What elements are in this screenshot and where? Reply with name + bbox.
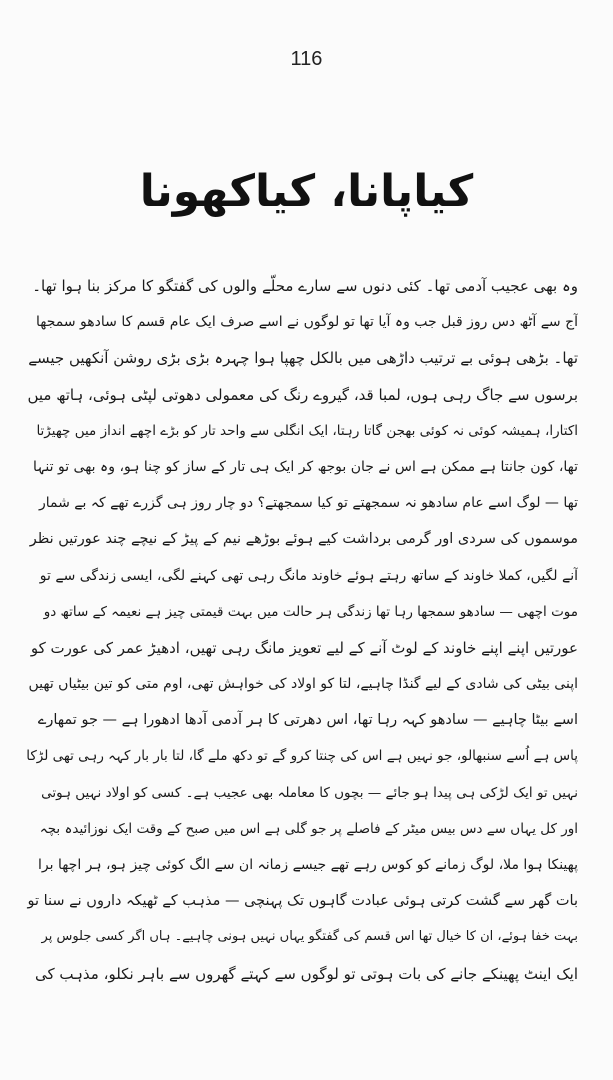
text-line: برسوں سے جاگ رہی ہوں، لمبا قد، گیروے رنگ کی معمولی دھوتی لپٹی ہوئی، ہاتھ میں (27, 385, 578, 404)
page-number: 116 (290, 48, 323, 70)
text-line: اسے بیٹا چاہیے — سادھو کہہ رہا تھا، اس دھرتی کا ہر آدمی آدھا ادھورا ہے — جو تمھارے (37, 712, 578, 729)
chapter-title: کیاپانا، کیاکھونا (139, 166, 474, 217)
text-line: تھا — لوگ اسے عام سادھو نہ سمجھتے تو کیا سمجھتے؟ دو چار روز ہی گزرے تھے کہ بے شمار (38, 495, 578, 512)
text-line: ایک اینٹ پھینکے جانے کی بات ہوتی تو لوگوں سے کہتے گھروں سے باہر نکلو، مذہب کی (35, 964, 578, 983)
text-line: پاس ہے اُسے سنبھالو، جو نہیں ہے اس کی چنتا کرو گے تو دکھ ملے گا، لتا بار بار کہہ رہی تھی لڑکا (26, 748, 578, 765)
text-line: موت اچھی — سادھو سمجھا رہا تھا زندگی ہر حالت میں بہت قیمتی چیز ہے نعیمہ کے ساتھ دو (43, 603, 578, 620)
text-line: عورتیں اپنے اپنے خاوند کے لوٹ آنے کے لیے تعویز مانگ رہی تھیں، ادھیڑ عمر کی عورت کو (30, 638, 578, 657)
text-line: موسموں کی سردی اور گرمی برداشت کیے ہوئے بوڑھے نیم کے پیڑ کے نیچے چند عورتیں نظر (29, 531, 578, 548)
text-line: پھینکا ہوا ملا، لوگ زمانے کو کوس رہے تھے جیسے زمانہ ان سے الگ کوئی چیز ہو، ہر اچھا برا (37, 857, 578, 873)
text-line: وہ بھی عجیب آدمی تھا۔ کئی دنوں سے سارے محلّے والوں کی گفتگو کا مرکز بنا ہوا تھا۔ (32, 277, 578, 295)
text-line: نہیں تو ایک لڑکی ہی پیدا ہو جائے — بچوں کا معاملہ بھی عجیب ہے۔ کسی کو اولاد نہیں ہوتی (41, 784, 578, 801)
text-line: آج سے آٹھ دس روز قبل جب وہ آیا تھا تو لوگوں نے اسے صرف ایک عام قسم کا سادھو سمجھا (36, 314, 578, 331)
text-line: تھا، کون جانتا ہے ممکن ہے اس نے جان بوجھ کر ایک ہی تار کے ساز کو چنا ہو، وہ بھی تو تنہا (32, 458, 578, 475)
text-line: اکتارا، ہمیشہ کوئی نہ کوئی بھجن گاتا رہتا، ایک انگلی سے واحد تار کو بڑے اچھے انداز میں چھیڑتا (36, 422, 578, 439)
body-text (26, 268, 578, 992)
text-line: تھا۔ بڑھی ہوئی بے ترتیب داڑھی میں بالکل چھپا ہوا چہرہ بڑی بڑی روشن آنکھیں جیسے (28, 349, 578, 368)
text-line: اپنی بیٹی کی شادی کے لیے گنڈا چاہیے، لتا کو اولاد کی خواہش تھی، اوم متی کو تین بیٹیاں تھیں (28, 676, 578, 693)
text-line: بہت خفا ہوئے، ان کا خیال تھا اس قسم کی گفتگو یہاں نہیں ہونی چاہیے۔ ہاں اگر کسی جلوس پر (41, 929, 578, 945)
text-line: اور کل یہاں سے دس بیس میٹر کے فاصلے پر جو گلی ہے اس میں صبح کے وقت ایک نوزائیدہ بچہ (39, 820, 578, 837)
text-line: آنے لگیں، کملا خاوند کے ساتھ رہتے ہوئے خاوند مانگ رہی تھی کہنے لگی، ایسی زندگی سے تو (39, 567, 578, 584)
text-line: بات گھر سے گشت کرتی ہوئی عبادت گاہوں تک پہنچی — مذہب کے ٹھیکہ داروں نے سنا تو (27, 893, 578, 910)
